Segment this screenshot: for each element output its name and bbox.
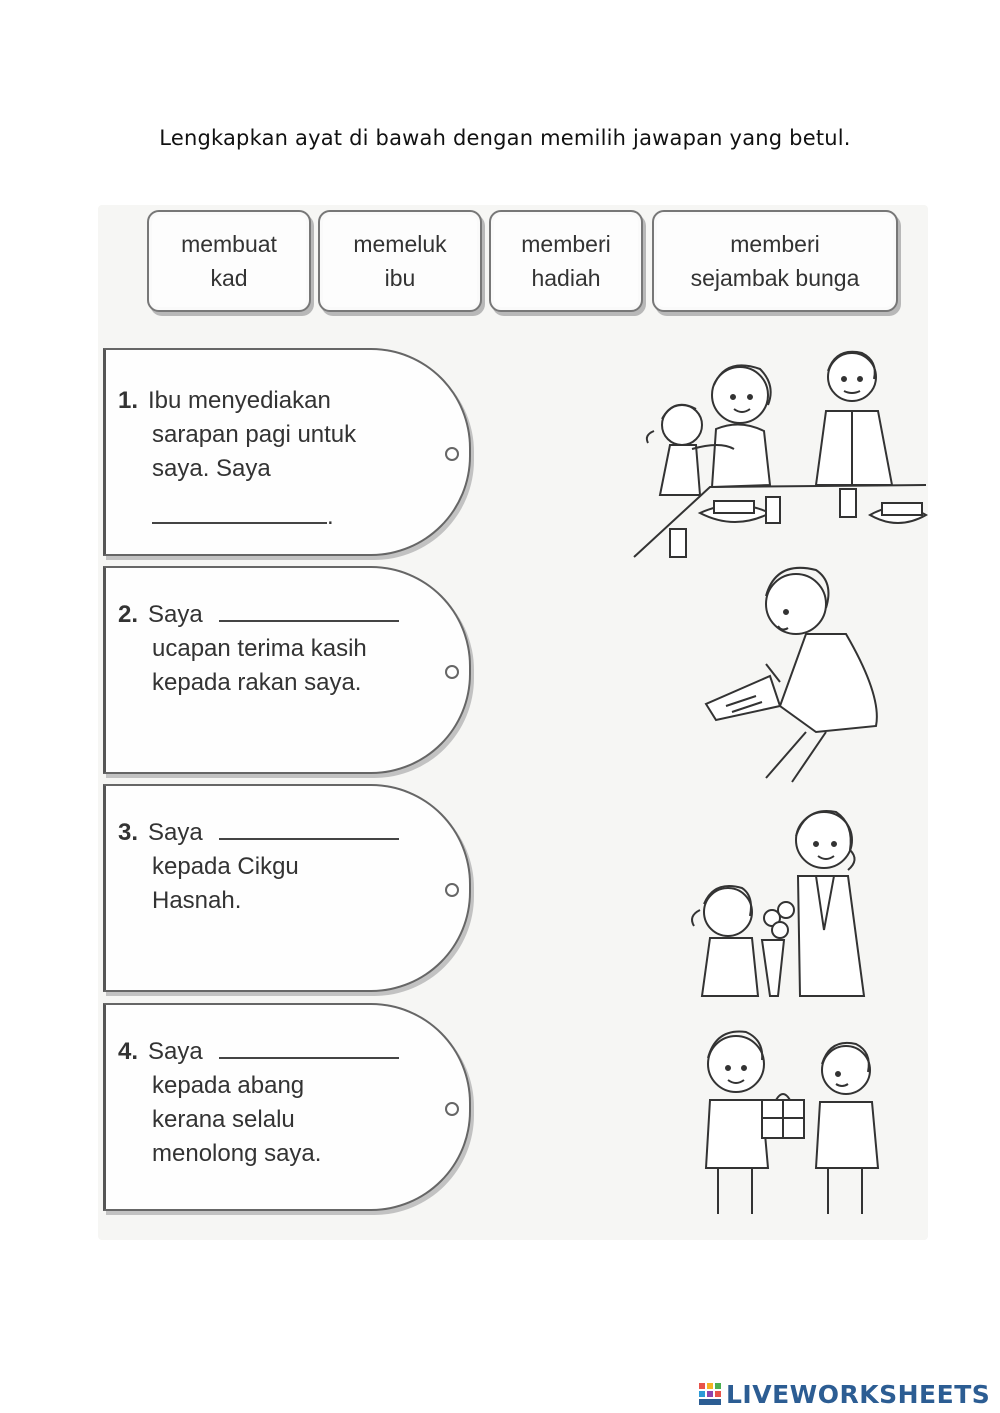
question-line: Hasnah. bbox=[152, 887, 242, 914]
question-card-4 bbox=[103, 1003, 471, 1211]
question-number: 1. bbox=[118, 387, 139, 414]
brand-name: LIVEWORKSHEETS bbox=[726, 1379, 991, 1409]
choice-label-line2: ibu bbox=[384, 265, 416, 291]
question-card-3 bbox=[103, 784, 471, 992]
instruction-text: Lengkapkan ayat di bawah dengan memilih jawapan yang betul. bbox=[159, 126, 851, 150]
tag-hole bbox=[445, 665, 459, 679]
choice-label-line2: kad bbox=[210, 265, 248, 291]
question-line: Saya bbox=[148, 601, 203, 628]
tag-hole bbox=[445, 447, 459, 461]
question-line: sarapan pagi untuk bbox=[152, 421, 357, 448]
question-line: saya. Saya bbox=[152, 455, 271, 482]
question-line: kepada Cikgu bbox=[152, 853, 299, 880]
question-number: 2. bbox=[118, 601, 139, 628]
choice-label-line2: hadiah bbox=[531, 265, 601, 291]
question-card-2 bbox=[103, 566, 471, 774]
sentence-ending: . bbox=[327, 503, 334, 530]
choice-membuat-kad[interactable] bbox=[147, 210, 311, 312]
question-line: Saya bbox=[148, 819, 203, 846]
answer-blank-4[interactable] bbox=[219, 1039, 399, 1059]
question-line: kerana selalu bbox=[152, 1106, 295, 1133]
tag-hole bbox=[445, 1102, 459, 1116]
choice-label-line2: sejambak bunga bbox=[690, 265, 860, 291]
question-line: kepada rakan saya. bbox=[152, 669, 362, 696]
child-making-card-illustration bbox=[696, 556, 886, 786]
question-line: menolong saya. bbox=[152, 1140, 322, 1167]
question-number: 3. bbox=[118, 819, 139, 846]
choice-memberi-hadiah[interactable] bbox=[489, 210, 643, 312]
choice-memeluk-ibu[interactable] bbox=[318, 210, 482, 312]
choice-label-line1: memberi bbox=[521, 231, 611, 257]
liveworksheets-logo bbox=[698, 1378, 990, 1410]
answer-blank-3[interactable] bbox=[219, 820, 399, 840]
liveworksheets-logo-icon bbox=[698, 1381, 722, 1407]
answer-blank-2[interactable] bbox=[219, 602, 399, 622]
question-line: kepada abang bbox=[152, 1072, 305, 1099]
question-line: ucapan terima kasih bbox=[152, 635, 367, 662]
answer-blank-1[interactable] bbox=[152, 504, 327, 524]
boys-giving-gift-illustration bbox=[696, 1018, 886, 1218]
choice-memberi-sejambak-bunga[interactable] bbox=[652, 210, 898, 312]
question-line: Saya bbox=[148, 1038, 203, 1065]
choice-label-line1: membuat bbox=[181, 231, 277, 257]
choice-label-line1: memeluk bbox=[353, 231, 447, 257]
girl-giving-flowers-illustration bbox=[688, 800, 878, 1000]
choice-label-line1: memberi bbox=[730, 231, 820, 257]
question-card-1 bbox=[103, 348, 471, 556]
tag-hole bbox=[445, 883, 459, 897]
family-breakfast-illustration bbox=[630, 345, 928, 567]
question-line: Ibu menyediakan bbox=[148, 387, 331, 414]
question-number: 4. bbox=[118, 1038, 139, 1065]
